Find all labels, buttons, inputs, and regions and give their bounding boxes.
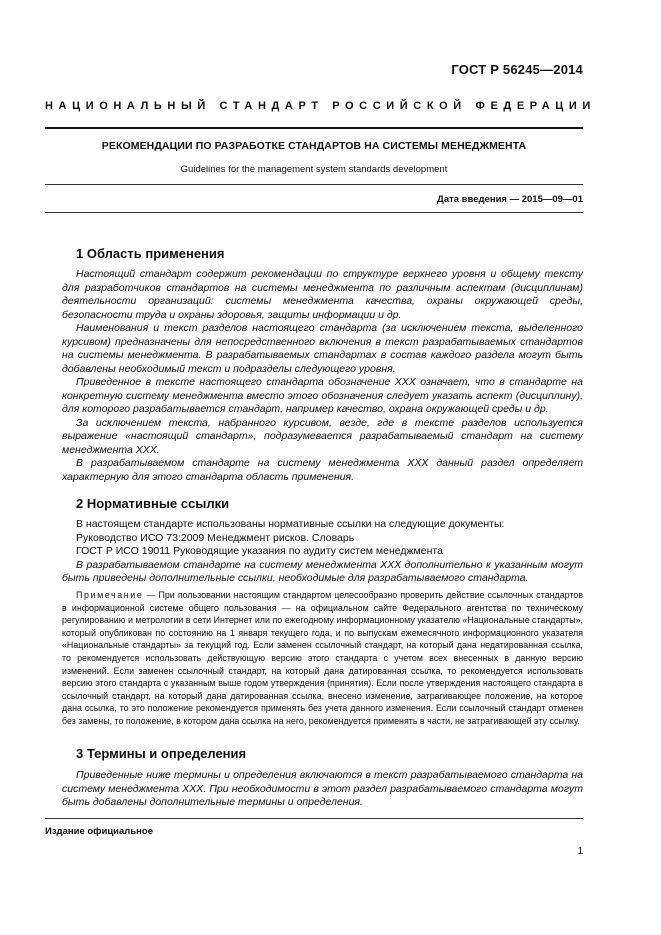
section-3-body	[62, 769, 583, 810]
section-1-paragraph: Приведенное в тексте настоящего стандарта обозначение XXX означает, что в стандарте на конкретную систему менеджмента вместо этого обозначения следует указать аспект (дисциплину), для которого разрабатывается стандарт, например качество, охрана окружающей среды и др.	[62, 376, 583, 415]
note-label: Примечание	[76, 590, 144, 600]
page-number: 1	[577, 846, 583, 857]
reference-item: ГОСТ Р ИСО 19011 Руководящие указания по аудиту систем менеджмента	[76, 545, 443, 557]
date-divider-bottom	[45, 212, 583, 213]
section-3-heading: 3 Термины и определения	[76, 746, 247, 761]
section-1-paragraph: За исключением текста, набранного курсивом, везде, где в тексте разделов используется выражение «настоящий стандарт», подразумевается разрабатываемый стандарт на систему менеджмента XXX.	[62, 416, 583, 456]
document-title: РЕКОМЕНДАЦИИ ПО РАЗРАБОТКЕ СТАНДАРТОВ НА СИСТЕМЫ МЕНЕДЖМЕНТА	[101, 140, 527, 152]
note-text: — При пользовании настоящим стандартом целесообразно проверить действие ссылочных стандартов в информационной системе общего пользования — на официальном сайте Федерального агентства по техническому регулированию и метрологии в сети Интернет или по ежегодному информационному указателю «Национальные стандарты», который опубликован по состоянию на 1 января текущего года, и по выпускам ежемесячного информационного указателя «Национальные стандарты» за текущий год. Если заменен ссылочный стандарт, на который дана недатированная ссылка, то рекомендуется использовать действующую версию этого стандарта с учетом всех внесенных в данную версию изменений. Если заменен ссылочный стандарт, на который дана датированная ссылка, то рекомендуется использовать версию этого стандарта с указанным выше годом утверждения (принятия). Если после утверждения настоящего стандарта в ссылочный стандарт, на который дана датированная ссылка, внесено изменение, затрагивающее положение, на которое дана ссылка, то это положение рекомендуется применять без учета данного изменения. Если ссылочный стандарт отменен без замены, то положение, в котором дана ссылка на него, рекомендуется применять в части, не затрагивающей эту ссылку.	[62, 590, 583, 726]
official-edition-label: Издание официальное	[45, 826, 153, 837]
section-1-heading: 1 Область применения	[76, 246, 225, 261]
references-note	[62, 589, 583, 728]
references-intro: В настоящем стандарте использованы нормативные ссылки на следующие документы:	[76, 518, 505, 530]
section-1-paragraph: Наименования и текст разделов настоящего стандарта (за исключением текста, выделенного курсивом) предназначены для непосредственного включения в текст разрабатываемых стандартов на системы менеджмента. В разрабатываемых стандартах в состав каждого раздела могут быть добавлены необходимый текст и подразделы следующего уровня.	[62, 322, 583, 375]
footer-divider	[45, 818, 583, 819]
reference-item: Руководство ИСО 73:2009 Менеджмент рисков. Словарь	[76, 531, 355, 544]
section-2-body	[62, 518, 583, 586]
section-1-body	[62, 268, 583, 484]
section-2-heading: 2 Нормативные ссылки	[76, 496, 230, 511]
national-standard-banner: НАЦИОНАЛЬНЫЙ СТАНДАРТ РОССИЙСКОЙ ФЕДЕРАЦИИ	[45, 100, 596, 112]
standard-number: ГОСТ Р 56245—2014	[451, 62, 583, 77]
section-3-paragraph: Приведенные ниже термины и определения включаются в текст разрабатываемого стандарта на систему менеджмента XXX. При необходимости в этот раздел разрабатываемого стандарта могут быть добавлены дополнительные термины и определения.	[62, 769, 583, 808]
document-title-english: Guidelines for the management system standards development	[180, 164, 448, 175]
introduction-date: Дата введения — 2015—09—01	[437, 194, 583, 205]
section-1-paragraph: Настоящий стандарт содержит рекомендации по структуре верхнего уровня и общему тексту для разработчиков стандартов на системы менеджмента по различным аспектам (дисциплинам) деятельности организаций: системы менеджмента качества, охраны окружающей среды, безопасности труда и охраны здоровья, защиты информации и др.	[62, 268, 583, 321]
section-1-paragraph: В разрабатываемом стандарте на систему менеджмента XXX данный раздел определяет характерную для этого стандарта область применения.	[62, 457, 583, 483]
date-divider-top	[45, 184, 583, 185]
references-italic-note: В разрабатываемом стандарте на систему менеджмента XXX дополнительно к указанным могут быть приведены дополнительные ссылки, необходимые для разрабатываемого стандарта.	[62, 558, 583, 584]
header-divider	[45, 127, 583, 129]
